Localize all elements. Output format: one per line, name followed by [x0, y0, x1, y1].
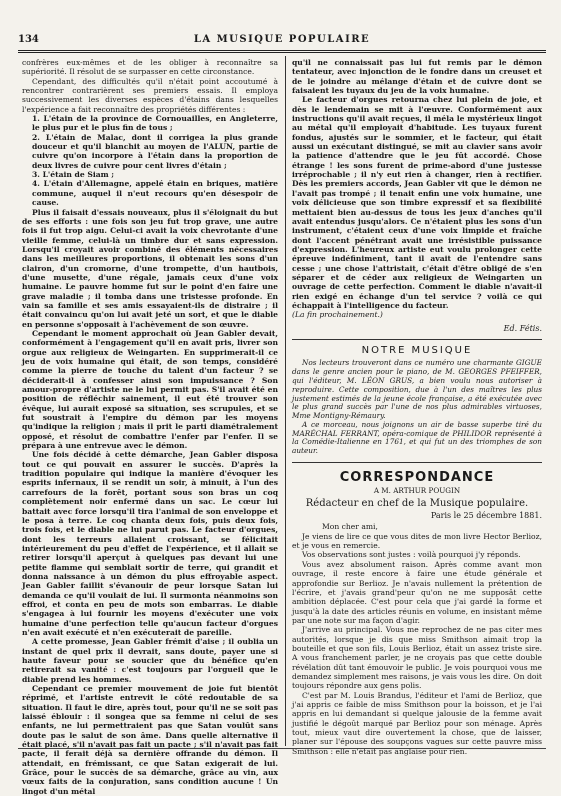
paragraph: C'est par M. Louis Brandus, l'éditeur et l'ami de Berlioz, que j'ai appris ce faible de miss Smithson pour la boisson, et je l'ai appris en lui demandant si quelque jalousie de la femme avait justifié le dégoût marqué par Berlioz pour son ménage. Après tout, mieux vaut dire ouvertement la chose, que de laisser, planer sur l'épouse des soupçons vagues sur cette pauvre miss Smithson : elle n'était pas anglaise pour rien. — [292, 690, 542, 756]
paragraph: confrères eux-mêmes et de les obliger à reconnaître sa supériorité. Il résolut de se surpasser en cette circonstance. — [22, 58, 278, 77]
paragraph: Cependant, des difficultés qu'il n'était point accoutumé à rencontrer contrarièrent ses premiers essais. Il employa successivement les diverses espèces d'étains dans lesquelles l'expérience a fait reconnaître des propriétés différentes : — [22, 76, 278, 114]
footer-rule — [18, 748, 546, 749]
paragraph: Cependant le moment approchait où Jean Gabler devait, conformément à l'engagement qu'il en avait pris, livrer son orgue aux religieux de Weingarten. En supprimerait-il ce jeu de voix humaine qui était, de son temps, considéré comme la pierre de touche du talent d'un facteur ? se déciderait-il à confesser ainsi son impuissance ? Son amour-propre d'artiste ne le lui permit pas. S'il avait été en position de réfléchir sainement, il eut été trouver son évêque, lui aurait exposé sa situation, ses scrupules, et se fut soustrait à l'empire du démon par les moyens qu'indique la religion ; mais il prit le parti diamétralement opposé, et résolut de combattre l'enfer par l'enfer. Il se prépara à une entrevue avec le démon. — [22, 328, 278, 451]
to-be-continued: (La fin prochainement.) — [292, 310, 383, 320]
letter-addressee: A M. ARTHUR POUGIN — [373, 486, 461, 496]
section-separator — [292, 462, 542, 463]
journal-title: LA MUSIQUE POPULAIRE — [193, 34, 371, 45]
section-heading-musique: NOTRE MUSIQUE — [361, 344, 473, 356]
section-heading-correspondance: CORRESPONDANCE — [339, 470, 495, 486]
letter-salutation: Mon cher ami, — [322, 522, 378, 532]
paragraph: A ce morceau, nous joignons un air de basse superbe tiré du MARÉCHAL FERRANT, opéra-comique de PHILIDOR représenté à la Comédie-Italienne en 1761, et qui fut un des triomphes de son auteur. — [292, 419, 542, 456]
section-separator — [292, 339, 542, 340]
header-rule — [18, 50, 546, 51]
paragraph: J'arrive au principal. Vous me reprochez de ne pas citer mes autorités, lorsque je dis que miss Smithson aimait trop la bouteille et que son fils, Louis Berlioz, était un assez triste sire. A vous franchement parler, je ne croyais pas que cette double révélation dût tant émouvoir le public. Je vois pourquoi vous me demandez simplement mes raisons, je vais vous les dire. On doit toujours répondre aux gens polis. — [292, 625, 542, 691]
paragraph: Vos observations sont justes : voilà pourquoi j'y réponds. — [302, 550, 521, 560]
letter-date: Paris le 25 décembre 1881. — [430, 511, 542, 521]
list-item: 1. L'étain de la province de Cornouailles, en Angleterre, le plus pur et le plus fin de tous ; — [32, 114, 278, 133]
letter-addressee-title: Rédacteur en chef de la Musique populaire. — [305, 497, 529, 509]
right-column — [292, 58, 542, 756]
paragraph: A cette promesse, Jean Gabler frémit d'aise ; il oublia un instant de quel prix il devrait, sans doute, payer une si haute faveur pour se soucier que du bénéfice qu'en retirerait sa vanité : c'est toujours par l'orgueil que le diable prend les hommes. — [22, 637, 278, 684]
running-header — [18, 34, 546, 48]
list-item: 2. L'étain de Malac, dont il corrigea la plus grande douceur et qu'il blanchit au moyen de l'ALUN, partie de cuivre qu'on incorpore à l'étain dans la proportion de deux livres de cuivre pour cent livres d'étain ; — [32, 132, 278, 170]
paragraph: qu'il ne connaissait pas lui fut remis par le démon tentateur, avec injonction de le fondre dans un creuset et de le joindre au mélange d'étain et de cuivre dont se faisaient les tuyaux du jeu de la voix humaine. — [292, 58, 542, 96]
column-divider — [285, 56, 286, 746]
author-signature: Ed. Fétis. — [503, 323, 542, 333]
paragraph: Nos lecteurs trouveront dans ce numéro une charmante GIGUE dans le genre ancien pour le piano, de M. GEORGES PFEIFFER, qui l'éditeur, M. LÉON GRUS, a bien voulu nous autoriser à reproduire. Cette composition, due à l'un des maîtres les plus justement estimés de la jeune école française, a été exécutée avec le plus grand succès par l'une de nos plus admirables virtuoses, Mme Montigny-Rémaury. — [292, 358, 542, 421]
paragraph: Une fois décidé à cette démarche, Jean Gabler disposa tout ce qui pouvait en assurer le succès. D'après la tradition populaire qui indique la manière d'évoquer les esprits infernaux, il se rendit un soir, à minuit, à l'un des carrefours de la forêt, portant sous son bras un coq complètement noir enfermé dans un sac. Le cœur lui battait avec force lorsqu'il tira l'animal de son enveloppe et le posa à terre. Le coq chanta deux fois, puis deux fois, trois fois, et le diable ne lui parut pas. Le facteur d'orgues, dont les terreurs allaient croissant, se félicitait intérieurement du peu d'effet de l'expérience, et il allait se retirer lorsqu'il aperçut à quelques pas devant lui une petite flamme qui semblait sortir de terre, qui grandit et donna naissance à un démon du plus effroyable aspect. Jean Gabler faillit s'évanouir de peur lorsque Satan lui demanda ce qu'il voulait de lui. Il surmonta néanmoins son effroi, et conta en peu de mots son embarras. Le diable s'engagea à lui fournir les moyens d'exécuter une voix humaine d'une perfection telle qu'aucun facteur d'orgues n'en avait exécuté et n'en exécuterait de pareille. — [22, 450, 278, 637]
page-number: 134 — [18, 34, 39, 45]
list-item: 3. L'étain de Siam ; — [32, 170, 115, 180]
musique-note — [292, 359, 542, 456]
paragraph: Le facteur d'orgues retourna chez lui plein de joie, et dès le lendemain se mit à l'œuvre. Conformément aux instructions qu'il avait reçues, il méla le mystérieux lingot au métal qu'il employait d'habitude. Les tuyaux furent fondus, ajustés sur le sommier, et le facteur, qui était aussi un exécutant distingué, se mit au clavier sans avoir la patience d'attendre que le jeu fût accordé. Chose étrange ! les sons furent de prime-abord d'une justesse irréprochable ; il n'y eut rien à changer, rien à rectifier. Dès les premiers accords, Jean Gabler vit que le démon ne l'avait pas trompé ; il tenait enfin une voix humaine, une voix délicieuse que son timbre expressif et sa flexibilité mettaient bien au-dessus de tous les jeux d'anches qu'il avait entendus jusqu'alors. Ce n'étaient plus les sons d'un instrument, c'étaient ceux d'une voix limpide et fraîche dont l'accent pénétrant avait une irrésistible puissance d'expression. L'heureux artiste eut voulu prolonger cette épreuve indéfiniment, tant il avait de l'entendre sans cesse ; une chose l'attristait, c'était d'être obligé de s'en séparer et de céder aux religieux de Weingarten un ouvrage de cette perfection. Comment le diable n'avait-il rien exigé en échange d'un tel service ? voilà ce qui échappait à l'intelligence du facteur. — [292, 95, 542, 310]
header-rule-2 — [18, 52, 546, 53]
left-column — [22, 58, 278, 796]
paragraph: Je viens de lire ce que vous dites de mon livre Hector Berlioz, et je vous en remercie. — [292, 531, 542, 551]
paragraph: Cependant ce premier mouvement de joie fut bientôt réprimé, et l'artiste entrevit le côté redoutable de sa situation. Il faut le dire, après tout, pour qu'il ne se soit pas laissé éblouir : il songea que sa femme ni celui de ses enfants, ne lui permettraient pas que Satan voulût sans doute pas le salut de son âme. Dans quelle alternative il était placé, s'il n'avait pas fait un pacte ; s'il n'avait pas fait pacte, il ferait déjà sa dernière offrande du démon. Il attendait, en frémissant, ce que Satan exigerait de lui. Grâce, pour le succès de sa démarche, grâce au vin, aux vœux faits de la conjuration, sans condition aucune ! Un lingot d'un métal — [22, 684, 278, 796]
paragraph: Plus il faisait d'essais nouveaux, plus il s'éloignait du but de ses efforts : une fois son jeu fut trop grave, une autre fois il fut trop aigu. Celui-ci avait la voix chevrotante d'une vieille femme, celui-là un timbre dur et sans expression. Lorsqu'il croyait avoir combiné des éléments nécessaires dans les meilleures proportions, il obtenait les sons d'un clairon, d'un cromorne, d'une trompette, d'un hautbois, d'une musette, d'une régale, jamais ceux d'une voix humaine. Le pauvre homme fut sur le point d'en faire une grave maladie ; il tomba dans une tristesse profonde. En vain sa famille et ses amis essayaient-ils de distraire ; il était convaincu qu'on lui avait jeté un sort, et que le diable en personne s'opposait à l'achèvement de son œuvre. — [22, 207, 278, 329]
list-item: 4. L'étain d'Allemagne, appelé étain en briques, matière commune, auquel il n'eut recours qu'en désespoir de cause. — [32, 179, 278, 208]
paragraph: Vous avez absolument raison. Après comme avant mon ouvrage, il reste encore à faire une étude générale et approfondie sur Berlioz. Je n'avais nullement la prétention de l'écrire, et j'avais grand'peur qu'on ne me supposât cette ambition déplacée. C'est pour cela que j'ai gardé la forme et jusqu'à la date des articles réunis en volume, en insistant même par une note sur ma façon d'agir. — [292, 559, 542, 625]
